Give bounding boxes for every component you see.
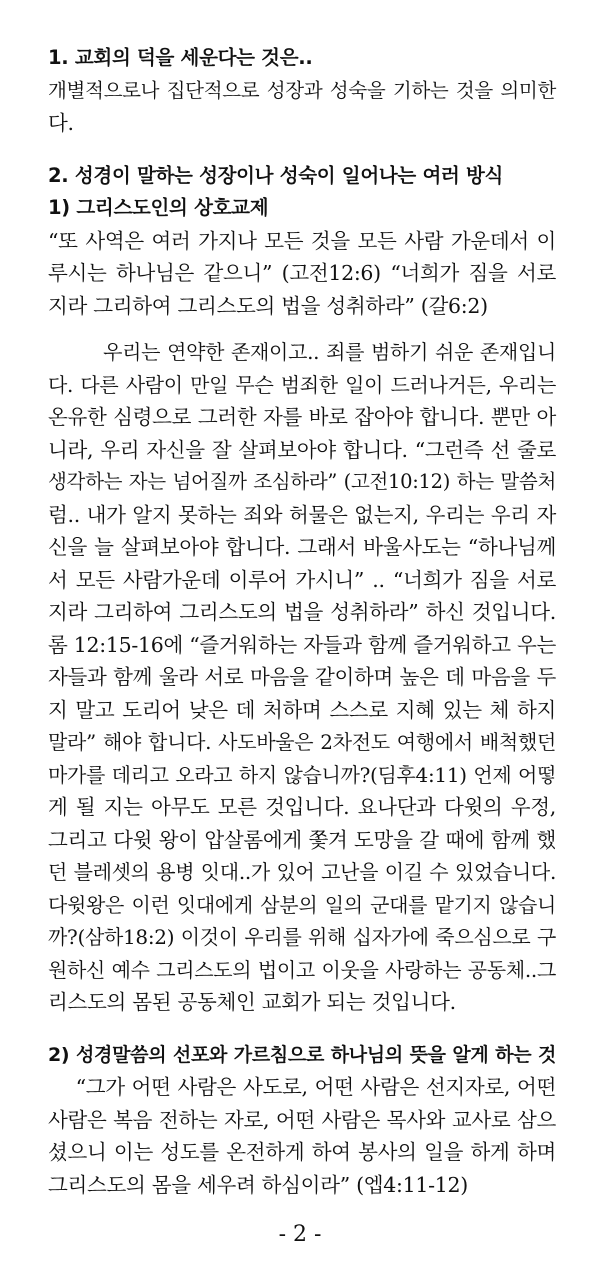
body-line: 다. 다른 사람이 만일 무슨 범죄한 일이 드러나거든, 우리는: [48, 372, 556, 397]
subsection-2-quote: [48, 1071, 556, 1201]
body-line: 리스도의 몸된 공동체인 교회가 되는 것입니다.: [48, 990, 456, 1014]
quote-line: 그리스도의 몸을 세우려 하심이라” (엡4:11-12): [48, 1172, 468, 1197]
body-line: 던 블레셋의 용병 잇대..가 있어 고난을 이길 수 있었습니다.: [48, 860, 556, 884]
document-page: [48, 42, 556, 1201]
subsection-1-body: [48, 336, 556, 1019]
page-number: - 2 -: [278, 1222, 322, 1247]
body-line: 자들과 함께 울라 서로 마음을 같이하며 높은 데 마음을 두: [48, 665, 556, 689]
body-line: 우리는 연약한 존재이고.. 죄를 범하기 쉬운 존재입니: [48, 340, 556, 364]
body-line: 서 모든 사람가운데 이루어 가시니” .. “너희가 짐을 서로: [48, 567, 556, 592]
quote-line: 사람은 복음 전하는 자로, 어떤 사람은 목사와 교사로 삼으: [48, 1107, 556, 1132]
body-line: 생각하는 자는 넘어질까 조심하라” (고전10:12) 하는 말씀처: [48, 470, 556, 493]
section-1-heading: 1. 교회의 덕을 세운다는 것은..: [48, 46, 313, 69]
subsection-2-heading: 2) 성경말씀의 선포와 가르침으로 하나님의 뜻을 알게 하는 것: [48, 1043, 556, 1066]
body-line: 마가를 데리고 오라고 하지 않습니까?(딤후4:11) 언제 어떻: [48, 762, 556, 787]
subsection-1-heading: 1) 그리스도인의 상호교제: [48, 196, 269, 219]
quote-line: 지라 그리하여 그리스도의 법을 성취하라” (갈6:2): [48, 293, 488, 318]
body-line: 말라” 해야 합니다. 사도바울은 2차전도 여행에서 배척했던: [48, 730, 556, 754]
body-line: 다윗왕은 이런 잇대에게 삼분의 일의 군대를 맡기지 않습니: [48, 892, 556, 917]
paragraph-line: 다.: [48, 111, 74, 135]
body-line: 지 말고 도리어 낮은 데 처하며 스스로 지혜 있는 체 하지: [48, 697, 556, 722]
body-line: 게 될 지는 아무도 모른 것입니다. 요나단과 다윗의 우정,: [48, 795, 556, 819]
section-1: [48, 42, 556, 140]
quote-line: “그가 어떤 사람은 사도로, 어떤 사람은 선지자로, 어떤: [48, 1075, 556, 1099]
body-line: 그리고 다윗 왕이 압살롬에게 쫓겨 도망을 갈 때에 함께 했: [48, 827, 556, 852]
quote-line: “또 사역은 여러 가지나 모든 것을 모든 사람 가운데서 이: [48, 228, 556, 253]
subsection-1-quote: [48, 225, 556, 323]
body-line: 럼.. 내가 알지 못하는 죄와 허물은 없는지, 우리는 우리 자: [48, 502, 556, 527]
paragraph-line: 개별적으로나 집단적으로 성장과 성숙을 기하는 것을 의미한: [48, 78, 556, 102]
body-line: 니라, 우리 자신을 잘 살펴보아야 합니다. “그런즉 선 줄로: [48, 437, 556, 462]
body-line: 신을 늘 살펴보아야 합니다. 그래서 바울사도는 “하나님께: [48, 535, 556, 559]
body-line: 롬 12:15-16에 “즐거워하는 자들과 함께 즐거워하고 우는: [48, 632, 556, 657]
body-line: 원하신 예수 그리스도의 법이고 이웃을 사랑하는 공동체..그: [48, 957, 556, 982]
section-2-heading: 2. 성경이 말하는 성장이나 성숙이 일어나는 여러 방식: [48, 163, 504, 187]
quote-line: 루시는 하나님은 같으니” (고전12:6) “너희가 짐을 서로: [48, 261, 556, 285]
section-2: [48, 160, 556, 1202]
body-line: 온유한 심령으로 그러한 자를 바로 잡아야 합니다. 뿐만 아: [48, 405, 556, 429]
quote-line: 셨으니 이는 성도를 온전하게 하여 봉사의 일을 하게 하며: [48, 1140, 556, 1164]
body-line: 지라 그리하여 그리스도의 법을 성취하라” 하신 것입니다.: [48, 600, 556, 624]
body-line: 까?(삼하18:2) 이것이 우리를 위해 십자가에 죽으심으로 구: [48, 925, 556, 949]
